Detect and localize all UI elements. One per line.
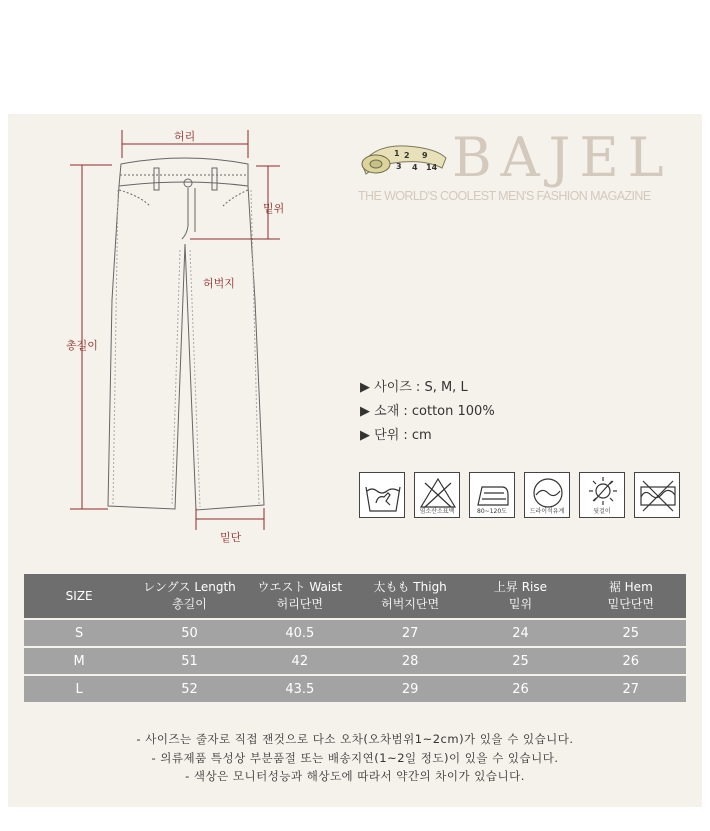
table-cell: M (73, 653, 85, 669)
care-caption: 80~120도 (477, 508, 507, 515)
table-cell: 43.5 (285, 681, 315, 697)
table-cell: 27 (622, 681, 640, 697)
tape-number: 2 (404, 151, 410, 160)
table-cell: 42 (291, 653, 309, 669)
table-cell: 29 (401, 681, 419, 697)
size-table-header (24, 574, 686, 618)
hem-label: 밑단 (220, 531, 242, 544)
table-cell: 26 (512, 681, 529, 697)
no-wring-icon (634, 472, 680, 518)
brand-logo: BAJEL (452, 126, 673, 189)
table-cell: L (75, 681, 83, 697)
table-cell: 24 (512, 625, 529, 641)
sun-dry-icon (579, 472, 625, 518)
tape-number: 3 (396, 162, 402, 171)
tape-number: 9 (422, 151, 428, 160)
table-cell: 28 (401, 653, 419, 669)
measuring-tape-icon (356, 134, 456, 186)
header-size: SIZE (65, 588, 93, 603)
tape-number: 14 (426, 163, 438, 172)
dry-clean-icon (524, 472, 570, 518)
rise-label: 밑위 (263, 202, 285, 215)
hand-wash-icon (359, 472, 405, 518)
table-row (24, 676, 686, 702)
bleach-icon (414, 472, 460, 518)
iron-icon (469, 472, 515, 518)
table-row (24, 648, 686, 674)
care-caption: 뒷걸이 (593, 508, 611, 515)
table-cell: 26 (622, 653, 640, 669)
care-caption: 드라이석유계 (529, 508, 565, 515)
table-cell: S (75, 625, 84, 641)
thigh-label: 허벅지 (203, 277, 235, 290)
table-row (24, 620, 686, 646)
table-cell: 40.5 (285, 625, 315, 641)
length-label: 총길이 (66, 339, 98, 352)
note-color: - 색상은 모니터성능과 해상도에 따라서 약간의 차이가 있습니다. (185, 769, 525, 783)
header-waist: ウエスト Waist 허리단면 (257, 580, 343, 611)
header-rise: 上昇 Rise 밑위 (493, 580, 548, 611)
note-stock: - 의류제품 특성상 부분품절 또는 배송지연(1~2일 정도)이 있을 수 있습니다. (151, 751, 559, 765)
table-cell: 52 (181, 681, 198, 697)
table-cell: 27 (401, 625, 419, 641)
tape-number: 1 (394, 149, 400, 158)
note-measurement: - 사이즈는 줄자로 직접 잰것으로 다소 오차(오차범위1~2cm)가 있을 수 있습니다. (136, 732, 574, 746)
header-hem: 裾 Hem 밑단단면 (607, 580, 654, 611)
table-cell: 50 (181, 625, 198, 641)
care-caption: 염소산소표백 (419, 508, 455, 515)
waist-label: 허리 (174, 130, 196, 143)
spec-unit: ▶ 단위 : cm (360, 428, 432, 443)
header-thigh: 太もも Thigh 허벅지단면 (373, 580, 447, 611)
header-length: レングス Length 총길이 (143, 580, 236, 611)
spec-material: ▶ 소재 : cotton 100% (360, 404, 495, 419)
table-cell: 51 (181, 653, 198, 669)
spec-size: ▶ 사이즈 : S, M, L (360, 380, 468, 395)
tape-number: 4 (412, 163, 418, 172)
table-cell: 25 (622, 625, 640, 641)
brand-tagline: THE WORLD'S COOLEST MEN'S FASHION MAGAZINE (358, 189, 651, 203)
table-cell: 25 (512, 653, 529, 669)
